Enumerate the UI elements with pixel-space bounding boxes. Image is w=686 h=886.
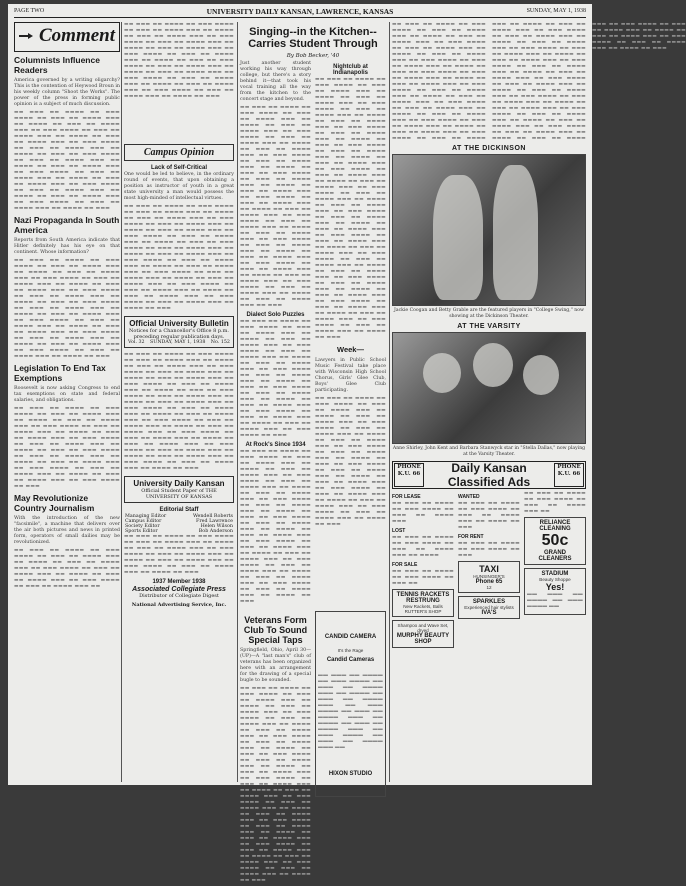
murphy-title: MURPHY BEAUTY SHOP — [396, 633, 450, 646]
classified-entry: ▬▬ ▬▬▬ ▬▬ ▬▬▬▬ ▬▬ ▬▬▬ ▬▬▬▬ ▬▬ ▬▬▬ ▬▬ ▬▬▬▬ ▬▬▬ ▬▬ ▬▬▬▬ ▬▬ ▬▬▬ — [458, 501, 520, 531]
editorial-body-continued: ▬▬ ▬▬▬ ▬▬ ▬▬▬▬ ▬▬ ▬▬▬ ▬▬▬▬ ▬▬ ▬▬▬ ▬▬ ▬▬▬▬ ▬▬▬ ▬▬ ▬▬▬▬ ▬▬ ▬▬▬ ▬▬ ▬▬▬▬ ▬▬▬ ▬▬ ▬▬▬ ▬▬▬▬ ▬▬ ▬▬▬ ▬▬ ▬▬▬▬ ▬▬▬ ▬▬ ▬▬▬▬ ▬▬ ▬▬▬ ▬▬ ▬▬▬▬ ▬▬▬ ▬▬ ▬▬▬ ▬▬▬▬ ▬▬ ▬▬▬ ▬▬ ▬▬▬▬ ▬▬▬ ▬▬ ▬▬▬▬ ▬▬ ▬▬▬ ▬▬ ▬▬▬ ▬▬▬▬ ▬▬ ▬▬▬ ▬▬ ▬▬▬▬ ▬▬▬ ▬▬ ▬▬▬▬ ▬▬ ▬▬▬ ▬▬ ▬▬▬▬ ▬▬▬ ▬▬ ▬▬▬ ▬▬▬▬ ▬▬ ▬▬▬ ▬▬ ▬▬▬▬ ▬▬▬ ▬▬ ▬▬▬▬ ▬▬ ▬▬▬ ▬▬ ▬▬▬▬ ▬▬▬ ▬▬ ▬▬▬ ▬▬▬▬ ▬▬ ▬▬▬ ▬▬ ▬▬▬▬ ▬▬▬ ▬▬ ▬▬▬▬ ▬▬ ▬▬▬ ▬▬ ▬▬▬▬ ▬▬▬ ▬▬ ▬▬▬ ▬▬▬▬ ▬▬ ▬▬▬ ▬▬ ▬▬▬▬ ▬▬▬ ▬▬ ▬▬▬▬ ▬▬ ▬▬▬ — [14, 258, 120, 359]
veterans-body: Springfield, Ohio, April 30—(UP)—A "last man's" club of veterans has been organized here with an arrangement for the drawing of a special bugle to be sounded. — [240, 648, 311, 683]
taxi-extra: 12 — [486, 585, 492, 591]
feature-byline: By Bob Becker, '40 — [286, 53, 340, 59]
press-name: Associated Collegiate Press — [132, 586, 226, 593]
classified-header — [392, 461, 586, 489]
reliance-label: GRAND CLEANERS — [538, 550, 572, 563]
page-number: PAGE TWO — [14, 8, 45, 14]
editorial-body-continued: ▬▬ ▬▬▬ ▬▬ ▬▬▬▬ ▬▬ ▬▬▬ ▬▬▬▬ ▬▬ ▬▬▬ ▬▬ ▬▬▬▬ ▬▬▬ ▬▬ ▬▬▬▬ ▬▬ ▬▬▬ ▬▬ ▬▬▬▬ ▬▬▬ ▬▬ ▬▬▬ ▬▬▬▬ ▬▬ ▬▬▬ ▬▬ ▬▬▬▬ ▬▬▬ ▬▬ ▬▬▬▬ ▬▬ ▬▬▬ ▬▬ ▬▬▬▬ ▬▬▬ ▬▬ ▬▬▬ ▬▬▬▬ ▬▬ ▬▬▬ ▬▬ ▬▬▬▬ ▬▬▬ ▬▬ — [14, 548, 120, 589]
classified-category: FOR LEASE — [392, 494, 421, 501]
tennis-sub: New Rackets, Balls — [403, 604, 443, 610]
stadium-title: STADIUM — [541, 571, 569, 578]
editorial-headline: Nazi Propaganda In South America — [14, 215, 120, 235]
letter-body: One would be led to believe, in the ordinary round of events, that upon obtaining a position as instructor of youth in a great state university a man would possess the most high-minded of intellectual virtues. — [124, 172, 234, 201]
staff-name: Helen Wilson — [200, 524, 233, 529]
phone-box-right: PHONE K.U. 66 — [554, 463, 584, 487]
masthead — [14, 7, 586, 18]
classified-listings — [392, 491, 454, 651]
candid-camera-title: CANDID CAMERA — [324, 634, 377, 640]
comment-column — [14, 22, 120, 782]
reliance-price: 50c — [541, 532, 569, 550]
stadium-body: ▬▬ ▬▬▬ ▬▬ ▬▬▬▬ ▬▬ ▬▬▬ ▬▬▬▬ ▬▬ — [527, 592, 583, 610]
comment-title: Comment — [39, 25, 116, 46]
feature-body-continued: ▬▬ ▬▬▬ ▬▬ ▬▬▬▬ ▬▬ ▬▬▬ ▬▬▬▬ ▬▬ ▬▬▬ ▬▬ ▬▬▬▬ ▬▬▬ ▬▬ ▬▬▬▬ ▬▬ ▬▬▬ ▬▬ ▬▬▬▬ ▬▬▬ ▬▬ ▬▬▬ ▬▬▬▬ ▬▬ ▬▬▬ ▬▬ ▬▬▬▬ ▬▬▬ ▬▬ ▬▬▬▬ ▬▬ ▬▬▬ ▬▬ ▬▬▬▬ ▬▬▬ ▬▬ ▬▬▬ ▬▬▬▬ ▬▬ ▬▬▬ ▬▬ ▬▬▬▬ ▬▬▬ ▬▬ ▬▬▬▬ ▬▬ ▬▬▬ ▬▬ ▬▬▬ ▬▬▬▬ ▬▬ ▬▬▬ ▬▬ ▬▬▬▬ ▬▬▬ ▬▬ ▬▬▬▬ ▬▬ ▬▬▬ ▬▬ ▬▬▬▬ ▬▬▬ ▬▬ ▬▬▬ ▬▬▬▬ ▬▬ ▬▬▬ ▬▬ ▬▬▬▬ ▬▬▬ ▬▬ ▬▬▬▬ ▬▬ ▬▬▬ ▬▬ ▬▬▬▬ ▬▬▬ ▬▬ ▬▬▬ ▬▬▬▬ ▬▬ ▬▬▬ ▬▬ ▬▬▬▬ ▬▬▬ ▬▬ ▬▬▬▬ ▬▬ ▬▬▬ ▬▬ ▬▬▬▬ ▬▬▬ ▬▬ ▬▬▬ ▬▬▬▬ ▬▬ ▬▬▬ ▬▬ ▬▬▬▬ ▬▬▬ ▬▬ ▬▬▬▬ ▬▬ ▬▬▬ — [240, 449, 311, 604]
feature-headline: Singing--in the Kitchen--Carries Student Through — [248, 26, 378, 50]
distributor: Distributor of Collegiate Digest — [139, 593, 219, 599]
editorial-body: With the introduction of the new "facsimile", a machine that delivers over the air both pictures and news in printed form, operators of small dailies may be revolutionized. — [14, 516, 120, 545]
staff-name: Wendell Roberts — [192, 514, 233, 519]
stadium-ad — [524, 568, 586, 615]
classified-category: FOR SALE — [392, 562, 418, 569]
phone-box-left: PHONE K.U. 66 — [394, 463, 424, 487]
classified-title: Daily Kansan Classified Ads — [447, 461, 531, 490]
candid-tagline: It's the Rage — [337, 648, 364, 653]
staff-list: ▬▬ ▬▬▬ ▬▬ ▬▬▬▬ ▬▬ ▬▬▬ ▬▬▬▬ ▬▬ ▬▬▬ ▬▬ ▬▬▬▬ ▬▬▬ ▬▬ ▬▬▬▬ ▬▬ ▬▬▬ ▬▬ ▬▬▬▬ ▬▬▬ ▬▬ ▬▬▬ ▬▬▬▬ ▬▬ ▬▬▬ ▬▬ ▬▬▬▬ ▬▬▬ ▬▬ ▬▬▬▬ ▬▬ ▬▬▬ ▬▬ ▬▬▬▬ ▬▬▬ ▬▬ ▬▬▬ ▬▬▬▬ ▬▬ ▬▬▬ ▬▬ ▬▬▬▬ ▬▬▬ ▬▬ ▬▬▬▬ ▬▬ ▬▬▬ — [124, 534, 234, 575]
letter-title: Lack of Self-Critical — [150, 165, 207, 171]
pointing-hand-icon — [18, 29, 34, 43]
issue-date: SUNDAY, MAY 1, 1938 — [526, 8, 586, 14]
classified-ads — [392, 491, 586, 841]
feature-subhead: At Rock's Since 1934 — [245, 442, 306, 448]
editorial-body: America governed by a writing oligarchy? This is the contention of Heywood Broun in his weekly column "Shoot the Works". The power of the press in forming public opinion is a subject of much discussion. — [14, 78, 120, 107]
classified-entry: ▬▬ ▬▬▬ ▬▬ ▬▬▬▬ ▬▬ ▬▬▬ ▬▬▬▬ ▬▬ ▬▬▬ ▬▬ ▬▬▬▬ ▬▬▬ ▬▬ ▬▬▬▬ — [392, 535, 454, 559]
editorial-headline: May Revolutionize Country Journalism — [14, 493, 95, 513]
editorial-body: Reports from South America indicate that Hitler definitely has his eye on that continent. Whose information? — [14, 238, 120, 255]
sparkles-ad — [458, 596, 520, 619]
kansan-title: University Daily Kansan — [133, 479, 225, 488]
daily-kansan-box — [124, 476, 234, 503]
classified-category: LOST — [392, 528, 406, 535]
business-ads — [524, 491, 586, 618]
reliance-title: RELIANCE CLEANING — [539, 520, 571, 533]
tennis-title: TENNIS RACKETS RESTRUNG — [396, 592, 450, 605]
classified-category: FOR RENT — [458, 534, 484, 541]
comment-banner — [14, 22, 120, 52]
newspaper-title: UNIVERSITY DAILY KANSAN, LAWRENCE, KANSAS — [206, 7, 394, 16]
feature-subhead: Nightclub at Indianapolis — [332, 64, 368, 76]
editorial-headline: Legislation To End Tax Exemptions — [14, 363, 106, 383]
kansan-subtitle: Official Student Paper of THE UNIVERSITY OF KANSAS — [141, 488, 217, 500]
veterans-headline: Veterans Form Club To Sound Special Taps — [243, 615, 308, 645]
classified-entry: ▬▬ ▬▬▬ ▬▬ ▬▬▬▬ ▬▬ ▬▬▬ ▬▬▬▬ ▬▬ ▬▬▬ ▬▬ ▬▬▬▬ ▬▬▬ — [392, 501, 454, 525]
dickinson-caption: Jackie Coogan and Betty Grable are the featured players in "College Swing," now showing at the Dickinson Theater. — [394, 308, 584, 319]
feature-body-continued: ▬▬ ▬▬▬ ▬▬ ▬▬▬▬ ▬▬ ▬▬▬ ▬▬▬▬ ▬▬ ▬▬▬ ▬▬ ▬▬▬▬ ▬▬▬ ▬▬ ▬▬▬▬ ▬▬ ▬▬▬ ▬▬ ▬▬▬▬ ▬▬▬ ▬▬ ▬▬▬ ▬▬▬▬ ▬▬ ▬▬▬ ▬▬ ▬▬▬▬ ▬▬▬ ▬▬ ▬▬▬▬ ▬▬ ▬▬▬ ▬▬ ▬▬▬▬ ▬▬▬ ▬▬ ▬▬▬ ▬▬▬▬ ▬▬ ▬▬▬ ▬▬ ▬▬▬▬ ▬▬▬ ▬▬ ▬▬▬▬ ▬▬ ▬▬▬ ▬▬ ▬▬▬ ▬▬▬▬ ▬▬ ▬▬▬ ▬▬ ▬▬▬▬ ▬▬▬ ▬▬ ▬▬▬▬ ▬▬ ▬▬▬ ▬▬ ▬▬▬▬ ▬▬▬ ▬▬ ▬▬▬ ▬▬▬▬ ▬▬ ▬▬▬ ▬▬ ▬▬▬▬ ▬▬▬ ▬▬ ▬▬▬▬ ▬▬ ▬▬▬ ▬▬ ▬▬▬▬ ▬▬▬ ▬▬ ▬▬▬ ▬▬▬▬ ▬▬ ▬▬▬ ▬▬ ▬▬▬▬ ▬▬▬ ▬▬ ▬▬▬▬ ▬▬ ▬▬▬ ▬▬ ▬▬▬▬ ▬▬▬ ▬▬ ▬▬▬ ▬▬▬▬ ▬▬ ▬▬▬ ▬▬ ▬▬▬▬ ▬▬▬ ▬▬ ▬▬▬▬ ▬▬ ▬▬▬ ▬▬ ▬▬▬▬ ▬▬▬ ▬▬ ▬▬▬ ▬▬▬▬ ▬▬ ▬▬▬ ▬▬ ▬▬▬▬ ▬▬▬ ▬▬ ▬▬▬▬ ▬▬ ▬▬▬ ▬▬ ▬▬▬▬ ▬▬▬ ▬▬ ▬▬▬ ▬▬▬▬ ▬▬ ▬▬▬ ▬▬ ▬▬▬▬ ▬▬▬ ▬▬ ▬▬▬▬ ▬▬ ▬▬▬ ▬▬ ▬▬▬▬ ▬▬▬ ▬▬ ▬▬▬ ▬▬▬▬ ▬▬ ▬▬▬ ▬▬ ▬▬▬▬ ▬▬▬ ▬▬ ▬▬▬▬ ▬▬ ▬▬▬ ▬▬ ▬▬▬▬ ▬▬▬ ▬▬ ▬▬▬ ▬▬▬▬ ▬▬ ▬▬▬ ▬▬ ▬▬▬▬ ▬▬▬ ▬▬ ▬▬▬▬ ▬▬ ▬▬▬ ▬▬ ▬▬▬▬ ▬▬▬ ▬▬ ▬▬▬ ▬▬▬▬ ▬▬ ▬▬▬ ▬▬ ▬▬▬▬ ▬▬▬ ▬▬ ▬▬▬▬ ▬▬ ▬▬▬ — [315, 77, 386, 340]
bulletin-notice: Notices for a Chancellor's Office 8 p.m. preceding regular publication days. — [129, 328, 229, 340]
stadium-sub: Beauty Shoppe — [539, 577, 571, 583]
classified-entry: ▬▬ ▬▬▬ ▬▬ ▬▬▬▬ ▬▬ ▬▬▬ ▬▬▬▬ ▬▬ ▬▬▬ — [458, 541, 520, 559]
sparkles-brand: IVA'S — [481, 610, 497, 617]
candid-ad-body: ▬▬ ▬▬▬ ▬▬ ▬▬▬▬ ▬▬ ▬▬▬ ▬▬▬▬ ▬▬ ▬▬▬ ▬▬ ▬▬▬▬ ▬▬▬ ▬▬ ▬▬▬▬ ▬▬ ▬▬▬ ▬▬ ▬▬▬▬ ▬▬▬ ▬▬ ▬▬▬ ▬▬▬▬ ▬▬ ▬▬▬ ▬▬ ▬▬▬▬ ▬▬▬ ▬▬ ▬▬▬▬ ▬▬ ▬▬▬ ▬▬ ▬▬▬▬ ▬▬▬ ▬▬ ▬▬▬ ▬▬▬▬ ▬▬ ▬▬▬ ▬▬ ▬▬▬▬ ▬▬▬ ▬▬ — [318, 673, 383, 750]
newspaper-page — [8, 4, 686, 883]
service-ads — [458, 491, 520, 622]
letter-body-continued: ▬▬ ▬▬▬ ▬▬ ▬▬▬▬ ▬▬ ▬▬▬ ▬▬▬▬ ▬▬ ▬▬▬ ▬▬ ▬▬▬▬ ▬▬▬ ▬▬ ▬▬▬▬ ▬▬ ▬▬▬ ▬▬ ▬▬▬▬ ▬▬▬ ▬▬ ▬▬▬ ▬▬▬▬ ▬▬ ▬▬▬ ▬▬ ▬▬▬▬ ▬▬▬ ▬▬ ▬▬▬▬ ▬▬ ▬▬▬ ▬▬ ▬▬▬▬ ▬▬▬ ▬▬ ▬▬▬ ▬▬▬▬ ▬▬ ▬▬▬ ▬▬ ▬▬▬▬ ▬▬▬ ▬▬ ▬▬▬▬ ▬▬ ▬▬▬ ▬▬ ▬▬▬ ▬▬▬▬ ▬▬ ▬▬▬ ▬▬ ▬▬▬▬ ▬▬▬ ▬▬ ▬▬▬▬ ▬▬ ▬▬▬ ▬▬ ▬▬▬▬ ▬▬▬ ▬▬ ▬▬▬ ▬▬▬▬ ▬▬ ▬▬▬ ▬▬ ▬▬▬▬ ▬▬▬ ▬▬ ▬▬▬▬ ▬▬ ▬▬▬ ▬▬ ▬▬▬▬ ▬▬▬ ▬▬ ▬▬▬ ▬▬▬▬ ▬▬ ▬▬▬ ▬▬ ▬▬▬▬ ▬▬▬ ▬▬ ▬▬▬▬ ▬▬ ▬▬▬ ▬▬ ▬▬▬▬ ▬▬▬ ▬▬ ▬▬▬ ▬▬▬▬ ▬▬ ▬▬▬ ▬▬ ▬▬▬▬ ▬▬▬ ▬▬ ▬▬▬▬ ▬▬ ▬▬▬ ▬▬ ▬▬▬▬ ▬▬▬ ▬▬ ▬▬▬ ▬▬▬▬ ▬▬ ▬▬▬ ▬▬ ▬▬▬▬ ▬▬▬ ▬▬ ▬▬▬▬ ▬▬ ▬▬▬ — [124, 204, 234, 311]
campus-opinion-box — [124, 144, 234, 161]
continued-story: ▬▬ ▬▬▬ ▬▬ ▬▬▬▬ ▬▬ ▬▬▬ ▬▬▬▬ ▬▬ ▬▬▬ ▬▬ ▬▬▬▬ ▬▬▬ ▬▬ ▬▬▬▬ ▬▬ ▬▬▬ ▬▬ ▬▬▬▬ ▬▬▬ ▬▬ ▬▬▬ ▬▬▬▬ ▬▬ ▬▬▬ ▬▬ ▬▬▬▬ ▬▬▬ ▬▬ ▬▬▬▬ ▬▬ ▬▬▬ ▬▬ ▬▬▬▬ ▬▬▬ ▬▬ ▬▬▬ ▬▬▬▬ ▬▬ ▬▬▬ ▬▬ ▬▬▬▬ ▬▬▬ ▬▬ ▬▬▬▬ ▬▬ ▬▬▬ ▬▬ ▬▬▬ ▬▬▬▬ ▬▬ ▬▬▬ ▬▬ ▬▬▬▬ ▬▬▬ ▬▬ ▬▬▬▬ ▬▬ ▬▬▬ ▬▬ ▬▬▬▬ ▬▬▬ ▬▬ ▬▬▬ ▬▬▬▬ ▬▬ ▬▬▬ ▬▬ ▬▬▬▬ ▬▬▬ ▬▬ ▬▬▬▬ ▬▬ ▬▬▬ ▬▬ ▬▬▬▬ ▬▬▬ ▬▬ ▬▬▬ ▬▬▬▬ ▬▬ ▬▬▬ ▬▬ ▬▬▬▬ ▬▬▬ ▬▬ ▬▬▬▬ ▬▬ ▬▬▬ ▬▬ ▬▬▬▬ ▬▬▬ ▬▬ ▬▬▬ ▬▬▬▬ ▬▬ ▬▬▬ ▬▬ ▬▬▬▬ ▬▬▬ ▬▬ ▬▬▬▬ ▬▬ ▬▬▬ ▬▬ ▬▬▬▬ ▬▬▬ ▬▬ ▬▬▬ ▬▬▬▬ ▬▬ ▬▬▬ ▬▬ ▬▬▬▬ ▬▬▬ ▬▬ ▬▬▬▬ ▬▬ ▬▬▬ ▬▬ ▬▬▬▬ ▬▬▬ ▬▬ ▬▬▬ ▬▬▬▬ ▬▬ ▬▬▬ ▬▬ ▬▬▬▬ ▬▬▬ ▬▬ ▬▬▬▬ ▬▬ ▬▬▬ ▬▬ ▬▬▬▬ ▬▬▬ ▬▬ ▬▬▬ ▬▬▬▬ ▬▬ ▬▬▬ ▬▬ ▬▬▬▬ ▬▬▬ ▬▬ ▬▬▬▬ ▬▬ ▬▬▬ ▬▬ ▬▬▬▬ ▬▬▬ ▬▬ ▬▬▬ ▬▬▬▬ ▬▬ ▬▬▬ ▬▬ ▬▬▬▬ ▬▬▬ ▬▬ ▬▬▬▬ ▬▬ ▬▬▬ ▬▬ ▬▬▬▬ ▬▬▬ ▬▬ ▬▬▬ ▬▬▬▬ ▬▬ ▬▬▬ ▬▬ ▬▬▬▬ ▬▬▬ ▬▬ ▬▬▬▬ ▬▬ ▬▬▬ ▬▬ ▬▬▬▬ ▬▬▬ ▬▬ ▬▬▬ ▬▬▬▬ ▬▬ ▬▬▬ ▬▬ ▬▬▬▬ ▬▬▬ ▬▬ ▬▬▬▬ ▬▬ ▬▬▬ ▬▬ ▬▬▬▬ ▬▬▬ ▬▬ ▬▬▬ ▬▬▬▬ ▬▬ ▬▬▬ ▬▬ ▬▬▬▬ ▬▬▬ ▬▬ ▬▬▬▬ ▬▬ ▬▬▬ ▬▬ ▬▬▬▬ ▬▬▬ ▬▬ ▬▬▬ ▬▬▬▬ ▬▬ ▬▬▬ ▬▬ ▬▬▬▬ ▬▬▬ ▬▬ ▬▬▬▬ ▬▬ ▬▬▬ ▬▬ ▬▬▬▬ ▬▬▬ ▬▬ ▬▬▬ ▬▬▬▬ ▬▬ ▬▬▬ ▬▬ ▬▬▬▬ ▬▬▬ ▬▬ ▬▬▬▬ ▬▬ ▬▬▬ ▬▬ ▬▬▬▬ ▬▬▬ ▬▬ ▬▬▬ ▬▬▬▬ ▬▬ ▬▬▬ ▬▬ ▬▬▬▬ ▬▬▬ ▬▬ ▬▬▬▬ ▬▬ ▬▬▬ — [392, 22, 686, 141]
reliance-ad — [524, 517, 586, 565]
bulletin-notices: ▬▬ ▬▬▬ ▬▬ ▬▬▬▬ ▬▬ ▬▬▬ ▬▬▬▬ ▬▬ ▬▬▬ ▬▬ ▬▬▬▬ ▬▬▬ ▬▬ ▬▬▬▬ ▬▬ ▬▬▬ ▬▬ ▬▬▬▬ ▬▬▬ ▬▬ ▬▬▬ ▬▬▬▬ ▬▬ ▬▬▬ ▬▬ ▬▬▬▬ ▬▬▬ ▬▬ ▬▬▬▬ ▬▬ ▬▬▬ ▬▬ ▬▬▬▬ ▬▬▬ ▬▬ ▬▬▬ ▬▬▬▬ ▬▬ ▬▬▬ ▬▬ ▬▬▬▬ ▬▬▬ ▬▬ ▬▬▬▬ ▬▬ ▬▬▬ ▬▬ ▬▬▬ ▬▬▬▬ ▬▬ ▬▬▬ ▬▬ ▬▬▬▬ ▬▬▬ ▬▬ ▬▬▬▬ ▬▬ ▬▬▬ ▬▬ ▬▬▬▬ ▬▬▬ ▬▬ ▬▬▬ ▬▬▬▬ ▬▬ ▬▬▬ ▬▬ ▬▬▬▬ ▬▬▬ ▬▬ ▬▬▬▬ ▬▬ ▬▬▬ ▬▬ ▬▬▬▬ ▬▬▬ ▬▬ ▬▬▬ ▬▬▬▬ ▬▬ ▬▬▬ ▬▬ ▬▬▬▬ ▬▬▬ ▬▬ ▬▬▬▬ ▬▬ ▬▬▬ ▬▬ ▬▬▬▬ ▬▬▬ ▬▬ ▬▬▬ ▬▬▬▬ ▬▬ ▬▬▬ ▬▬ ▬▬▬▬ ▬▬▬ ▬▬ ▬▬▬▬ ▬▬ ▬▬▬ ▬▬ ▬▬▬▬ ▬▬▬ ▬▬ ▬▬▬ ▬▬▬▬ ▬▬ ▬▬▬ ▬▬ ▬▬▬▬ ▬▬▬ ▬▬ ▬▬▬▬ ▬▬ ▬▬▬ ▬▬ ▬▬▬▬ ▬▬▬ ▬▬ ▬▬▬ ▬▬▬▬ ▬▬ ▬▬▬ ▬▬ ▬▬▬▬ ▬▬▬ ▬▬ ▬▬▬▬ ▬▬ ▬▬▬ — [124, 352, 234, 471]
candid-product: Candid Cameras — [326, 657, 375, 663]
murphy-ad — [392, 620, 454, 648]
sparkles-line: Experienced hair stylists — [464, 605, 514, 611]
varsity-photo — [392, 332, 586, 444]
tennis-ad — [392, 589, 454, 617]
feature-body: Just another student working his way through college, but there's a story behind it—that took his vocal training all the way from the kitchen to the concert stage and beyond. — [240, 61, 311, 102]
editorial-body: Roosevelt is now asking Congress to end tax exemptions on state and federal salaries, and obligations. — [14, 386, 120, 403]
editorial-body-continued: ▬▬ ▬▬▬ ▬▬ ▬▬▬▬ ▬▬ ▬▬▬ ▬▬▬▬ ▬▬ ▬▬▬ ▬▬ ▬▬▬▬ ▬▬▬ ▬▬ ▬▬▬▬ ▬▬ ▬▬▬ ▬▬ ▬▬▬▬ ▬▬▬ ▬▬ ▬▬▬ ▬▬▬▬ ▬▬ ▬▬▬ ▬▬ ▬▬▬▬ ▬▬▬ ▬▬ ▬▬▬▬ ▬▬ ▬▬▬ ▬▬ ▬▬▬▬ ▬▬▬ ▬▬ ▬▬▬ ▬▬▬▬ ▬▬ ▬▬▬ ▬▬ ▬▬▬▬ ▬▬▬ ▬▬ ▬▬▬▬ ▬▬ ▬▬▬ ▬▬ ▬▬▬ ▬▬▬▬ ▬▬ ▬▬▬ ▬▬ ▬▬▬▬ ▬▬▬ ▬▬ ▬▬▬▬ ▬▬ ▬▬▬ ▬▬ ▬▬▬▬ ▬▬▬ ▬▬ ▬▬▬ ▬▬▬▬ ▬▬ ▬▬▬ ▬▬ ▬▬▬▬ ▬▬▬ ▬▬ ▬▬▬▬ ▬▬ ▬▬▬ ▬▬ ▬▬▬▬ ▬▬▬ ▬▬ ▬▬▬ ▬▬▬▬ ▬▬ ▬▬▬ ▬▬ ▬▬▬▬ ▬▬▬ ▬▬ ▬▬▬▬ ▬▬ ▬▬▬ ▬▬ ▬▬▬▬ ▬▬▬ ▬▬ ▬▬▬ ▬▬▬▬ ▬▬ ▬▬▬ ▬▬ ▬▬▬▬ ▬▬▬ ▬▬ ▬▬▬▬ ▬▬ ▬▬▬ — [14, 110, 120, 211]
feature-subhead: Dialect Solo Puzzles — [246, 312, 305, 318]
staff-name: Bob Anderson — [198, 529, 233, 534]
opinion-column — [124, 22, 234, 782]
stadium-cta: Yes! — [545, 582, 565, 593]
week-body-continued: ▬▬ ▬▬▬ ▬▬ ▬▬▬▬ ▬▬ ▬▬▬ ▬▬▬▬ ▬▬ ▬▬▬ ▬▬ ▬▬▬▬ ▬▬▬ ▬▬ ▬▬▬▬ ▬▬ ▬▬▬ ▬▬ ▬▬▬▬ ▬▬▬ ▬▬ ▬▬▬ ▬▬▬▬ ▬▬ ▬▬▬ ▬▬ ▬▬▬▬ ▬▬▬ ▬▬ ▬▬▬▬ ▬▬ ▬▬▬ ▬▬ ▬▬▬▬ ▬▬▬ ▬▬ ▬▬▬ ▬▬▬▬ ▬▬ ▬▬▬ ▬▬ ▬▬▬▬ ▬▬▬ ▬▬ ▬▬▬▬ ▬▬ ▬▬▬ ▬▬ ▬▬▬ ▬▬▬▬ ▬▬ ▬▬▬ ▬▬ ▬▬▬▬ ▬▬▬ ▬▬ ▬▬▬▬ ▬▬ ▬▬▬ ▬▬ ▬▬▬▬ ▬▬▬ ▬▬ ▬▬▬ ▬▬▬▬ ▬▬ ▬▬▬ ▬▬ ▬▬▬▬ ▬▬▬ ▬▬ ▬▬▬▬ ▬▬ ▬▬▬ ▬▬ ▬▬▬▬ ▬▬▬ ▬▬ ▬▬▬ ▬▬▬▬ ▬▬ ▬▬▬ ▬▬ ▬▬▬▬ ▬▬▬ ▬▬ ▬▬▬▬ ▬▬ ▬▬▬ — [315, 395, 386, 527]
staff-heading: Editorial Staff — [159, 507, 199, 513]
bulletin-volume: Vol. 32 — [128, 340, 145, 345]
veterans-body-continued: ▬▬ ▬▬▬ ▬▬ ▬▬▬▬ ▬▬ ▬▬▬ ▬▬▬▬ ▬▬ ▬▬▬ ▬▬ ▬▬▬▬ ▬▬▬ ▬▬ ▬▬▬▬ ▬▬ ▬▬▬ ▬▬ ▬▬▬▬ ▬▬▬ ▬▬ ▬▬▬ ▬▬▬▬ ▬▬ ▬▬▬ ▬▬ ▬▬▬▬ ▬▬▬ ▬▬ ▬▬▬▬ ▬▬ ▬▬▬ ▬▬ ▬▬▬▬ ▬▬▬ ▬▬ ▬▬▬ ▬▬▬▬ ▬▬ ▬▬▬ ▬▬ ▬▬▬▬ ▬▬▬ ▬▬ ▬▬▬▬ ▬▬ ▬▬▬ ▬▬ ▬▬▬ ▬▬▬▬ ▬▬ ▬▬▬ ▬▬ ▬▬▬▬ ▬▬▬ ▬▬ ▬▬▬▬ ▬▬ ▬▬▬ ▬▬ ▬▬▬▬ ▬▬▬ ▬▬ ▬▬▬ ▬▬▬▬ ▬▬ ▬▬▬ ▬▬ ▬▬▬▬ ▬▬▬ ▬▬ ▬▬▬▬ ▬▬ ▬▬▬ ▬▬ ▬▬▬▬ ▬▬▬ ▬▬ ▬▬▬ ▬▬▬▬ ▬▬ ▬▬▬ ▬▬ ▬▬▬▬ ▬▬▬ ▬▬ ▬▬▬▬ ▬▬ ▬▬▬ ▬▬ ▬▬▬▬ ▬▬▬ ▬▬ ▬▬▬ ▬▬▬▬ ▬▬ ▬▬▬ ▬▬ ▬▬▬▬ ▬▬▬ ▬▬ ▬▬▬▬ ▬▬ ▬▬▬ ▬▬ ▬▬▬▬ ▬▬▬ ▬▬ ▬▬▬ ▬▬▬▬ ▬▬ ▬▬▬ ▬▬ ▬▬▬▬ ▬▬▬ ▬▬ ▬▬▬▬ ▬▬ ▬▬▬ ▬▬ ▬▬▬▬ ▬▬▬ ▬▬ ▬▬▬ ▬▬▬▬ ▬▬ ▬▬▬ ▬▬ ▬▬▬▬ ▬▬▬ ▬▬ ▬▬▬▬ ▬▬ ▬▬▬ — [240, 686, 311, 883]
bulletin-issue-row — [127, 340, 231, 345]
taxi-phone: Phone 65 — [475, 579, 503, 586]
candid-studio: HIXON STUDIO — [328, 771, 373, 777]
feature-body-continued: ▬▬ ▬▬▬ ▬▬ ▬▬▬▬ ▬▬ ▬▬▬ ▬▬▬▬ ▬▬ ▬▬▬ ▬▬ ▬▬▬▬ ▬▬▬ ▬▬ ▬▬▬▬ ▬▬ ▬▬▬ ▬▬ ▬▬▬▬ ▬▬▬ ▬▬ ▬▬▬ ▬▬▬▬ ▬▬ ▬▬▬ ▬▬ ▬▬▬▬ ▬▬▬ ▬▬ ▬▬▬▬ ▬▬ ▬▬▬ ▬▬ ▬▬▬▬ ▬▬▬ ▬▬ ▬▬▬ ▬▬▬▬ ▬▬ ▬▬▬ ▬▬ ▬▬▬▬ ▬▬▬ ▬▬ ▬▬▬▬ ▬▬ ▬▬▬ ▬▬ ▬▬▬ ▬▬▬▬ ▬▬ ▬▬▬ ▬▬ ▬▬▬▬ ▬▬▬ ▬▬ ▬▬▬▬ ▬▬ ▬▬▬ ▬▬ ▬▬▬▬ ▬▬▬ ▬▬ ▬▬▬ ▬▬▬▬ ▬▬ ▬▬▬ ▬▬ ▬▬▬▬ ▬▬▬ ▬▬ ▬▬▬▬ ▬▬ ▬▬▬ ▬▬ ▬▬▬▬ ▬▬▬ ▬▬ ▬▬▬ ▬▬▬▬ ▬▬ ▬▬▬ — [240, 319, 311, 438]
week-headline: Week— — [337, 345, 364, 354]
press-year: 1937 Member 1938 — [152, 579, 206, 585]
bulletin-date: SUNDAY, MAY 1, 1938 — [149, 340, 206, 345]
staff-name: Fred Lawrence — [196, 519, 233, 524]
staff-role: Sports Editor — [125, 529, 158, 534]
editorial-body-continued: ▬▬ ▬▬▬ ▬▬ ▬▬▬▬ ▬▬ ▬▬▬ ▬▬▬▬ ▬▬ ▬▬▬ ▬▬ ▬▬▬▬ ▬▬▬ ▬▬ ▬▬▬▬ ▬▬ ▬▬▬ ▬▬ ▬▬▬▬ ▬▬▬ ▬▬ ▬▬▬ ▬▬▬▬ ▬▬ ▬▬▬ ▬▬ ▬▬▬▬ ▬▬▬ ▬▬ ▬▬▬▬ ▬▬ ▬▬▬ ▬▬ ▬▬▬▬ ▬▬▬ ▬▬ ▬▬▬ ▬▬▬▬ ▬▬ ▬▬▬ ▬▬ ▬▬▬▬ ▬▬▬ ▬▬ ▬▬▬▬ ▬▬ ▬▬▬ ▬▬ ▬▬▬ ▬▬▬▬ ▬▬ ▬▬▬ ▬▬ ▬▬▬▬ ▬▬▬ ▬▬ ▬▬▬▬ ▬▬ ▬▬▬ ▬▬ ▬▬▬▬ ▬▬▬ ▬▬ ▬▬▬ ▬▬▬▬ ▬▬ ▬▬▬ ▬▬ ▬▬▬▬ ▬▬▬ ▬▬ ▬▬▬▬ ▬▬ ▬▬▬ ▬▬ ▬▬▬▬ ▬▬▬ ▬▬ ▬▬▬ ▬▬▬▬ ▬▬ ▬▬▬ — [14, 406, 120, 489]
national-advertising: National Advertising Service, Inc. — [131, 602, 227, 608]
taxi-name: HUNSINGER'S — [473, 574, 505, 580]
murphy-sub: Shampoo and Wave Set, dryed — [397, 623, 449, 634]
official-bulletin-box — [124, 316, 234, 348]
classified-category: WANTED — [458, 494, 480, 501]
staff-role: Managing Editor — [125, 514, 167, 519]
bulletin-number: No. 152 — [210, 340, 230, 345]
sparkles-title: SPARKLES — [472, 599, 506, 606]
bulletin-title: Official University Bulletin — [129, 319, 229, 328]
week-body: Lawyers in Public School Music Festival take place with Wisconsin High School Chorus, Girls' Glee Club, Boys' Glee Club participating. — [315, 357, 386, 393]
staff-role: Society Editor — [125, 524, 160, 529]
editorial-continued: ▬▬ ▬▬▬ ▬▬ ▬▬▬▬ ▬▬ ▬▬▬ ▬▬▬▬ ▬▬ ▬▬▬ ▬▬ ▬▬▬▬ ▬▬▬ ▬▬ ▬▬▬▬ ▬▬ ▬▬▬ ▬▬ ▬▬▬▬ ▬▬▬ ▬▬ ▬▬▬ ▬▬▬▬ ▬▬ ▬▬▬ ▬▬ ▬▬▬▬ ▬▬▬ ▬▬ ▬▬▬▬ ▬▬ ▬▬▬ ▬▬ ▬▬▬▬ ▬▬▬ ▬▬ ▬▬▬ ▬▬▬▬ ▬▬ ▬▬▬ ▬▬ ▬▬▬▬ ▬▬▬ ▬▬ ▬▬▬▬ ▬▬ ▬▬▬ ▬▬ ▬▬▬ ▬▬▬▬ ▬▬ ▬▬▬ ▬▬ ▬▬▬▬ ▬▬▬ ▬▬ ▬▬▬▬ ▬▬ ▬▬▬ ▬▬ ▬▬▬▬ ▬▬▬ ▬▬ ▬▬▬ ▬▬▬▬ ▬▬ ▬▬▬ ▬▬ ▬▬▬▬ ▬▬▬ ▬▬ ▬▬▬▬ ▬▬ ▬▬▬ ▬▬ ▬▬▬▬ ▬▬▬ ▬▬ ▬▬▬ ▬▬▬▬ ▬▬ ▬▬▬ ▬▬ ▬▬▬▬ ▬▬▬ ▬▬ ▬▬▬▬ ▬▬ ▬▬▬ — [124, 22, 234, 99]
dickinson-label: AT THE DICKINSON — [452, 145, 526, 152]
staff-role: Campus Editor — [125, 519, 162, 524]
photo-and-ads-column — [392, 22, 686, 782]
candid-camera-ad — [315, 611, 386, 886]
editorial-headline: Columnists Influence Readers — [14, 55, 100, 75]
feature-body-continued: ▬▬ ▬▬▬ ▬▬ ▬▬▬▬ ▬▬ ▬▬▬ ▬▬▬▬ ▬▬ ▬▬▬ ▬▬ ▬▬▬▬ ▬▬▬ ▬▬ ▬▬▬▬ ▬▬ ▬▬▬ ▬▬ ▬▬▬▬ ▬▬▬ ▬▬ ▬▬▬ ▬▬▬▬ ▬▬ ▬▬▬ ▬▬ ▬▬▬▬ ▬▬▬ ▬▬ ▬▬▬▬ ▬▬ ▬▬▬ ▬▬ ▬▬▬▬ ▬▬▬ ▬▬ ▬▬▬ ▬▬▬▬ ▬▬ ▬▬▬ ▬▬ ▬▬▬▬ ▬▬▬ ▬▬ ▬▬▬▬ ▬▬ ▬▬▬ ▬▬ ▬▬▬ ▬▬▬▬ ▬▬ ▬▬▬ ▬▬ ▬▬▬▬ ▬▬▬ ▬▬ ▬▬▬▬ ▬▬ ▬▬▬ ▬▬ ▬▬▬▬ ▬▬▬ ▬▬ ▬▬▬ ▬▬▬▬ ▬▬ ▬▬▬ ▬▬ ▬▬▬▬ ▬▬▬ ▬▬ ▬▬▬▬ ▬▬ ▬▬▬ ▬▬ ▬▬▬▬ ▬▬▬ ▬▬ ▬▬▬ ▬▬▬▬ ▬▬ ▬▬▬ ▬▬ ▬▬▬▬ ▬▬▬ ▬▬ ▬▬▬▬ ▬▬ ▬▬▬ ▬▬ ▬▬▬▬ ▬▬▬ ▬▬ ▬▬▬ ▬▬▬▬ ▬▬ ▬▬▬ ▬▬ ▬▬▬▬ ▬▬▬ ▬▬ ▬▬▬▬ ▬▬ ▬▬▬ ▬▬ ▬▬▬▬ ▬▬▬ ▬▬ ▬▬▬ ▬▬▬▬ ▬▬ ▬▬▬ ▬▬ ▬▬▬▬ ▬▬▬ ▬▬ ▬▬▬▬ ▬▬ ▬▬▬ ▬▬ ▬▬▬▬ ▬▬▬ ▬▬ ▬▬▬ ▬▬▬▬ ▬▬ ▬▬▬ ▬▬ ▬▬▬▬ ▬▬▬ ▬▬ ▬▬▬▬ ▬▬ ▬▬▬ ▬▬ ▬▬▬▬ ▬▬▬ ▬▬ ▬▬▬ — [240, 105, 311, 308]
tennis-shop: RUTTER'S SHOP — [404, 609, 442, 615]
taxi-ad — [458, 561, 520, 593]
varsity-caption: Anne Shirley, John Kent and Barbara Stanwyck star in "Stella Dallas," now playing at the Varsity Theater. — [392, 446, 586, 457]
varsity-label: AT THE VARSITY — [457, 323, 521, 331]
feature-column — [240, 22, 386, 883]
classified-entry: ▬▬ ▬▬▬ ▬▬ ▬▬▬▬ ▬▬ ▬▬▬ ▬▬▬▬ ▬▬ ▬▬▬ ▬▬ — [392, 569, 454, 587]
campus-opinion-title: Campus Opinion — [143, 147, 215, 158]
taxi-title: TAXI — [479, 564, 499, 575]
classified-entry: ▬▬ ▬▬▬ ▬▬ ▬▬▬▬ ▬▬ ▬▬▬ ▬▬▬▬ ▬▬ ▬▬▬ ▬▬ ▬▬▬▬ ▬▬▬ ▬▬ — [524, 491, 586, 515]
dickinson-photo — [392, 154, 586, 306]
